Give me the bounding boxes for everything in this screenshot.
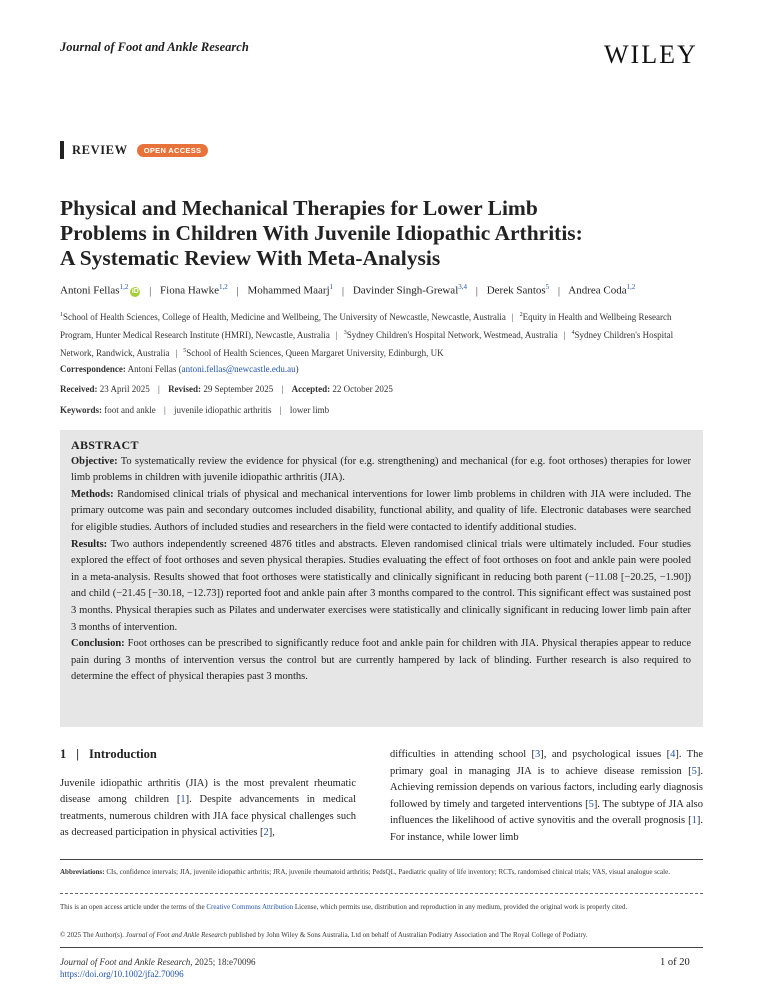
intro-paragraph: [60, 776, 356, 842]
publisher-logo: WILEY: [604, 40, 698, 69]
received-label: Received:: [60, 384, 98, 394]
objective-label: Objective:: [71, 455, 118, 467]
conclusion-text: Foot orthoses can be prescribed to significantly reduce foot and ankle pain for children with JIA. Physical therapies appear to reduce pain during 3 months of intervention versus the control but are currently hampered by lack of blinding. Further research is also required to determine the effect of physical therapies past 3 months.: [71, 638, 691, 683]
author-separator: |: [236, 284, 239, 297]
affiliation-sup: 1: [60, 312, 63, 318]
dashed-divider: [60, 893, 703, 894]
correspondence-name: Antoni Fellas: [127, 364, 177, 374]
body-text-run: ]. Achieving remission depends on various factors, including early diagnosis followed by timely and targeted interventions [: [390, 765, 703, 810]
reference-link[interactable]: 2: [263, 827, 269, 839]
journal-name: Journal of Foot and Ankle Research: [60, 40, 249, 54]
doi-link[interactable]: https://doi.org/10.1002/jfa2.70096: [60, 969, 184, 979]
body-text-run: ]. For instance, while lower limb: [390, 815, 703, 843]
accepted-label: Accepted:: [291, 384, 331, 394]
affiliation-text: School of Health Sciences, College of Health, Medicine and Wellbeing, The University of Newcastle, Newcastle, Australia: [63, 312, 506, 322]
keyword-separator: |: [279, 405, 282, 415]
license-text: This is an open access article under the terms of the: [60, 903, 207, 911]
footnote-divider: [60, 859, 703, 860]
affiliation-separator: |: [175, 348, 178, 358]
orcid-icon[interactable]: iD: [131, 287, 139, 295]
abstract-heading: ABSTRACT: [71, 438, 139, 452]
copyright-notice: [60, 930, 703, 941]
affiliations: [60, 307, 700, 361]
copyright-journal: Journal of Foot and Ankle Research: [125, 931, 227, 939]
keyword[interactable]: foot and ankle: [104, 405, 156, 415]
author-affiliation-sup[interactable]: 1,2: [119, 283, 129, 291]
abbreviations: [60, 867, 703, 877]
author-name[interactable]: Derek Santos: [486, 284, 546, 297]
abstract-methods: [71, 487, 691, 537]
article-title: [60, 196, 710, 271]
results-label: Results:: [71, 538, 108, 550]
citation: [60, 956, 255, 980]
body-column-right: [390, 747, 703, 847]
body-text-run: ]. Despite advancements in medical treatments, numerous children with JIA face physical challenges such as decreased participation in physical activities [: [60, 794, 357, 839]
author-name[interactable]: Fiona Hawke: [160, 284, 220, 297]
affiliation-text: Sydney Children's Hospital Network, Westmead, Australia: [346, 330, 558, 340]
affiliation-separator: |: [511, 312, 514, 322]
body-text-run: ]. The subtype of JIA also influences the likelihood of active synovitis and the overall prognosis [: [390, 798, 703, 827]
correspondence: Correspondence: Antoni Fellas (antoni.fellas@newcastle.edu.au): [60, 364, 299, 374]
section-bar: [60, 141, 64, 159]
reference-link[interactable]: 5: [588, 798, 594, 810]
date-separator: |: [281, 384, 284, 394]
affiliation-sup: 3: [343, 330, 347, 336]
affiliation-text: Sydney Children's Hospital Network, Randwick, Australia: [60, 330, 674, 358]
affiliation-separator: |: [335, 330, 338, 340]
abstract-conclusion: [71, 636, 691, 686]
affiliation-sup: 5: [183, 348, 187, 354]
section-header: [60, 141, 208, 159]
author-affiliation-sup[interactable]: 1,2: [219, 283, 228, 291]
author-name[interactable]: Mohammed Maarj: [247, 284, 330, 297]
footer-divider: [60, 947, 703, 948]
body-text-run: ]. The primary goal in managing JIA is to achieve disease remission [: [390, 749, 703, 777]
title-line: Physical and Mechanical Therapies for Lower Limb: [60, 196, 538, 220]
abstract-results: [71, 537, 691, 637]
license-text: License, which permits use, distribution and reproduction in any medium, provided the original work is properly cited.: [293, 903, 628, 911]
keyword[interactable]: juvenile idiopathic arthritis: [174, 405, 272, 415]
correspondence-label: Correspondence:: [60, 364, 126, 374]
methods-label: Methods:: [71, 488, 114, 500]
keyword-separator: |: [163, 405, 166, 415]
affiliation-text: School of Health Sciences, Queen Margaret University, Edinburgh, UK: [186, 348, 444, 358]
license-notice: [60, 902, 703, 913]
author-affiliation-sup[interactable]: 5: [545, 283, 550, 291]
title-line: A Systematic Review With Meta-Analysis: [60, 246, 441, 270]
abbreviations-label: Abbreviations:: [60, 868, 105, 876]
objective-text: To systematically review the evidence for physical (for e.g. strengthening) and mechanical (for e.g. foot orthoses) therapies for lower limb problems in children with juvenile idiopathic arthritis (JIA).: [71, 455, 691, 484]
received-date: 23 April 2025: [99, 384, 150, 394]
conclusion-label: Conclusion:: [71, 638, 125, 650]
author-affiliation-sup[interactable]: 1,2: [626, 283, 636, 291]
author-separator: |: [475, 284, 478, 297]
author-name[interactable]: Andrea Coda: [568, 284, 627, 297]
body-text-run: Juvenile idiopathic arthritis (JIA) is the most prevalent rheumatic disease among children [: [60, 777, 356, 806]
author-affiliation-sup[interactable]: 1: [329, 283, 334, 291]
author-separator: |: [557, 284, 561, 297]
author-list: [60, 283, 720, 297]
reference-link[interactable]: 5: [691, 765, 697, 777]
article-dates: [60, 384, 393, 394]
copyright-text: published by John Wiley & Sons Australia, Ltd on behalf of Australian Podiatry Association and The Royal College of Podiatry.: [226, 931, 588, 939]
body-text-run: ],: [268, 827, 275, 839]
body-text-run: ], and psychological issues [: [540, 749, 671, 760]
abstract-box: [60, 430, 703, 727]
open-access-badge: OPEN ACCESS: [137, 144, 209, 157]
author-name[interactable]: Antoni Fellas: [60, 284, 120, 297]
section-number: 1: [60, 747, 67, 761]
affiliation-separator: |: [563, 330, 566, 340]
results-text: Two authors independently screened 4876 titles and abstracts. Eleven randomised clinical trials were ultimately included. Four studies explored the effect of foot orthoses and seven physical therapies. Studies evaluating the effect of foot orthoses on foot and ankle pain were pooled in a meta-analysis. Results showed that foot orthoses were statistically and clinically significant in reducing both parent (−11.08 [−20.25, −1.90]) and child (−21.45 [−30.18, −12.73]) reported foot and ankle pain after 3 months compared to the control. This significant effect was sustained post 3 months. Physical therapies such as Pilates and underwater exercises were statistically and clinically significant in reducing lower limb pain after 3 months of intervention.: [71, 538, 691, 633]
author-affiliation-sup[interactable]: 3,4: [458, 283, 467, 291]
section-label: REVIEW: [72, 142, 128, 157]
abbreviations-text: CIs, confidence intervals; JIA, juvenile idiopathic arthritis; JRA, juvenile rheumatoid arthritis; PedsQL, Paediatric quality of life inventory; RCTs, randomised clinical trials; VAS, visual analogue scale.: [106, 868, 670, 876]
keyword[interactable]: lower limb: [289, 405, 330, 415]
affiliation-sup: 4: [571, 330, 575, 336]
citation-volume: , 2025; 18:e70096: [190, 957, 256, 967]
author-separator: |: [149, 284, 152, 297]
reference-link[interactable]: 3: [535, 749, 541, 760]
section-heading-text: Introduction: [89, 747, 157, 761]
affiliation-text: Equity in Health and Wellbeing Research Program, Hunter Medical Research Institute (HMRI), Newcastle, Australia: [60, 312, 672, 340]
section-heading-introduction: [60, 746, 356, 763]
reference-link[interactable]: 1: [691, 815, 697, 827]
title-line: Problems in Children With Juvenile Idiopathic Arthritis:: [60, 221, 583, 245]
revised-label: Revised:: [168, 384, 202, 394]
correspondence-email-link[interactable]: antoni.fellas@newcastle.edu.au: [181, 364, 296, 374]
section-heading-divider: |: [76, 747, 80, 761]
body-text-run: difficulties in attending school [: [390, 749, 536, 760]
reference-link[interactable]: 1: [180, 794, 186, 806]
body-column-left: [60, 746, 356, 842]
author-separator: |: [341, 284, 345, 297]
copyright-text: © 2025 The Author(s).: [60, 931, 126, 939]
author-name[interactable]: Davinder Singh-Grewal: [352, 284, 459, 297]
keywords: [60, 405, 329, 415]
license-link[interactable]: Creative Commons Attribution: [206, 903, 294, 911]
keywords-label: Keywords:: [60, 405, 102, 415]
revised-date: 29 September 2025: [203, 384, 274, 394]
affiliation-sup: 2: [519, 312, 523, 318]
citation-journal: Journal of Foot and Ankle Research: [60, 957, 191, 967]
abstract-objective: [71, 454, 691, 487]
date-separator: |: [158, 384, 160, 394]
accepted-date: 22 October 2025: [332, 384, 393, 394]
page-number: 1 of 20: [660, 957, 690, 968]
methods-text: Randomised clinical trials of physical and mechanical interventions for lower limb problems in children with JIA were included. The primary outcome was pain and secondary outcomes included disability, functional ability, and quality of life. Electronic databases were searched for eligible studies. Authors of included studies and researchers in the field were contacted to identify additional studies.: [71, 488, 691, 533]
intro-paragraph-continued: [390, 747, 703, 847]
reference-link[interactable]: 4: [670, 749, 676, 760]
